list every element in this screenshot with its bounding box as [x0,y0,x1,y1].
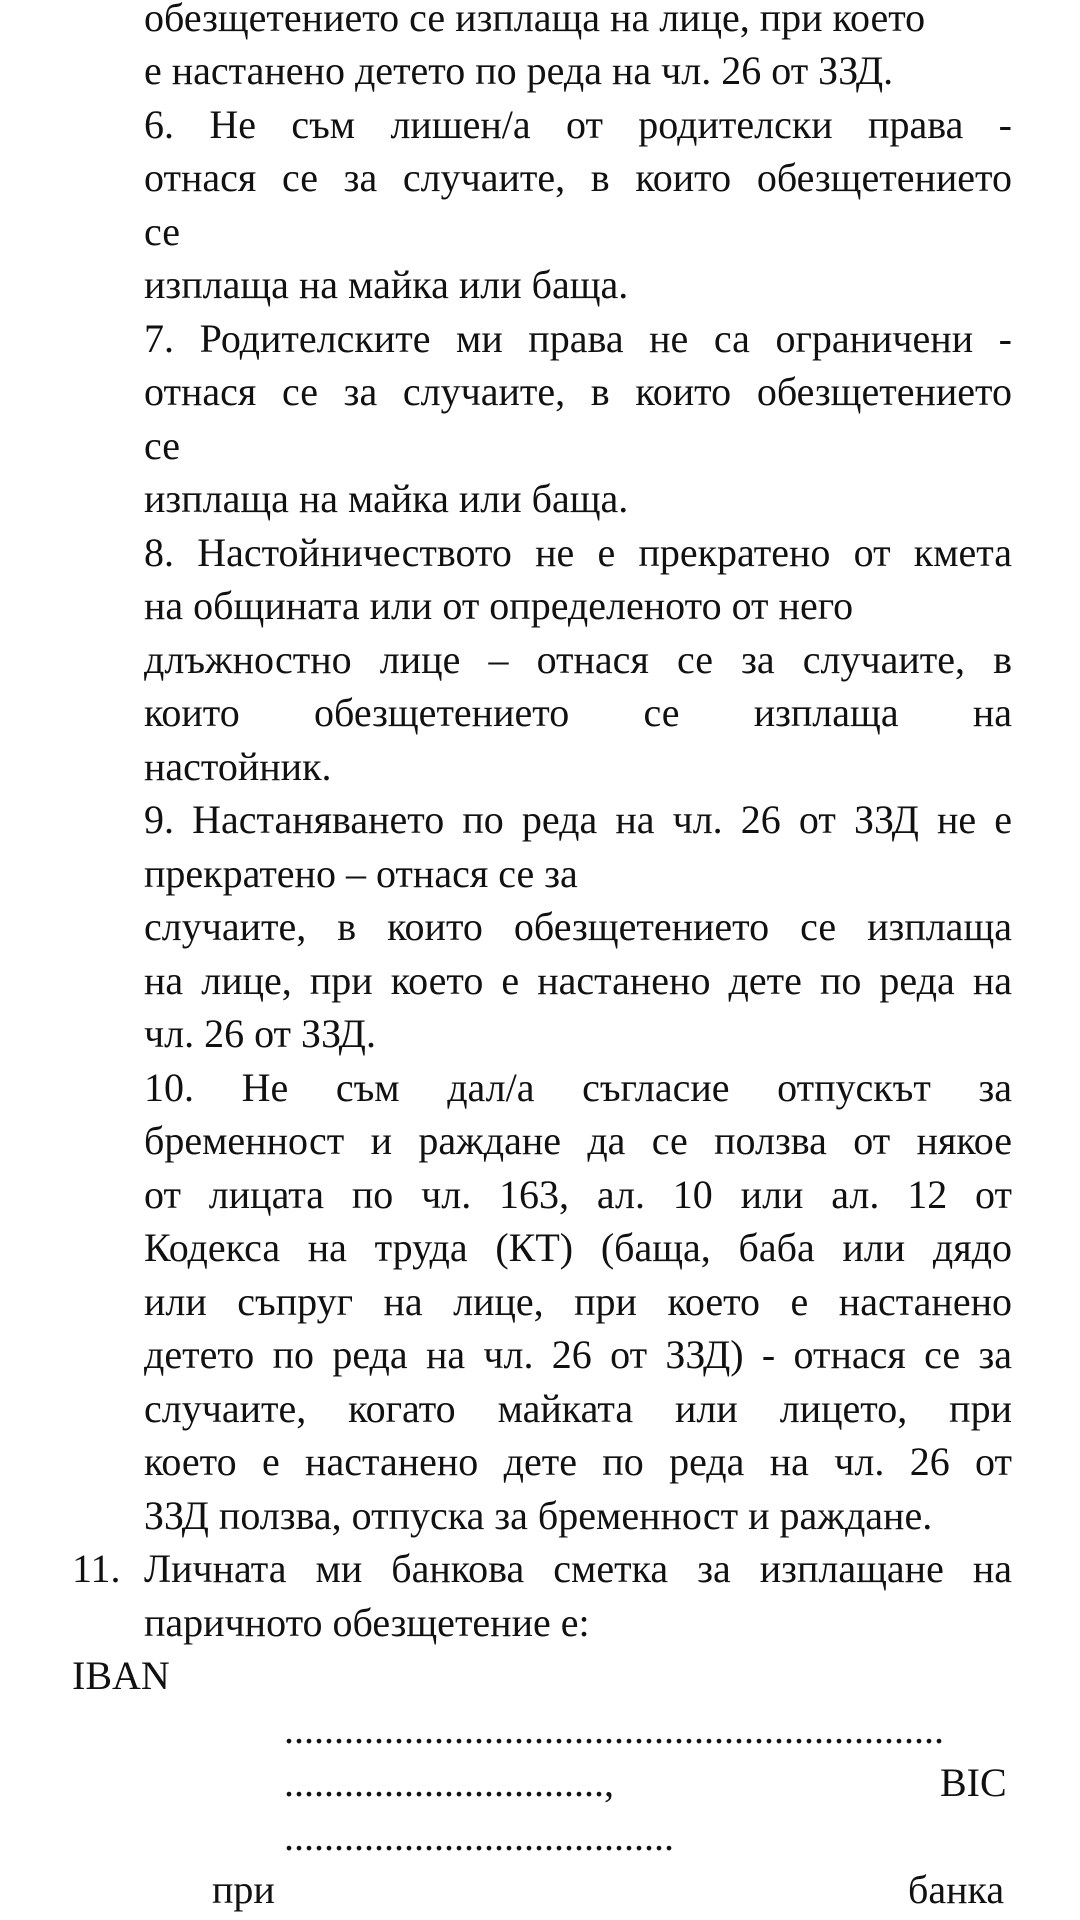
text-line: бременност и раждане да се ползва от някое [144,1118,1012,1163]
list-item-6: 6. Не съм лишен/а от родителски права - [144,102,1012,147]
bank-at-label: при [212,1867,275,1912]
text-line: на общината или от определеното от него [144,583,854,628]
text-line: детето по реда на чл. 26 от ЗЗД) - отнася се за [144,1332,1012,1377]
text-line: се [144,209,180,254]
text-line: или съпруг на лице, при което е настанено [144,1279,1012,1324]
text-line: чл. 26 от ЗЗД. [144,1011,376,1056]
text-line: отнася се за случаите, в които обезщетението [144,155,1012,200]
list-item-7: 7. Родителските ми права не са ограничени - [144,316,1012,361]
bank-label: банка [908,1867,1005,1912]
text-line: отнася се за случаите, в които обезщетението [144,369,1012,414]
bic-field: ....................................... [284,1814,674,1859]
text-line: паричното обезщетение е: [144,1600,590,1645]
text-line: изплаща на майка или баща. [144,476,629,521]
text-line: е настанено детето по реда на чл. 26 от ЗЗД. [144,48,894,93]
iban-field-continuation: ................................, [284,1760,614,1805]
text-line: които обезщетението се изплаща на [144,690,1012,735]
list-item-10: 10. Не съм дал/а съгласие отпускът за [144,1065,1012,1110]
text-line: изплаща на майка или баща. [144,262,629,307]
text-line: Кодекса на труда (КТ) (баща, баба или дядо [144,1225,1012,1270]
text-line: което е настанено дете по реда на чл. 26 от [144,1439,1012,1484]
list-item-11: Личната ми банкова сметка за изплащане на [144,1546,1012,1591]
list-item-9: 9. Настаняването по реда на чл. 26 от ЗЗД не е [144,797,1012,842]
text-line: от лицата по чл. 163, ал. 10 или ал. 12 от [144,1172,1012,1217]
iban-field: .................................................................. [284,1707,944,1752]
text-line: прекратено – отнася се за [144,851,578,896]
text-line: длъжностно лице – отнася се за случаите, в [144,637,1012,682]
list-number-11: 11. [72,1546,121,1591]
text-line: настойник. [144,744,332,789]
text-line: случаите, в които обезщетението се изплаща [144,904,1012,949]
iban-label: IBAN [72,1653,170,1698]
list-item-8: 8. Настойничеството не е прекратено от кмета [144,530,1012,575]
text-line: случаите, когато майката или лицето, при [144,1386,1012,1431]
text-line: обезщетението се изплаща на лице, при което [144,0,926,40]
text-line: на лице, при което е настанено дете по реда на [144,958,1012,1003]
text-line: ЗЗД ползва, отпуска за бременност и раждане. [144,1493,933,1538]
bic-label: BIC [940,1760,1007,1805]
text-line: се [144,423,180,468]
